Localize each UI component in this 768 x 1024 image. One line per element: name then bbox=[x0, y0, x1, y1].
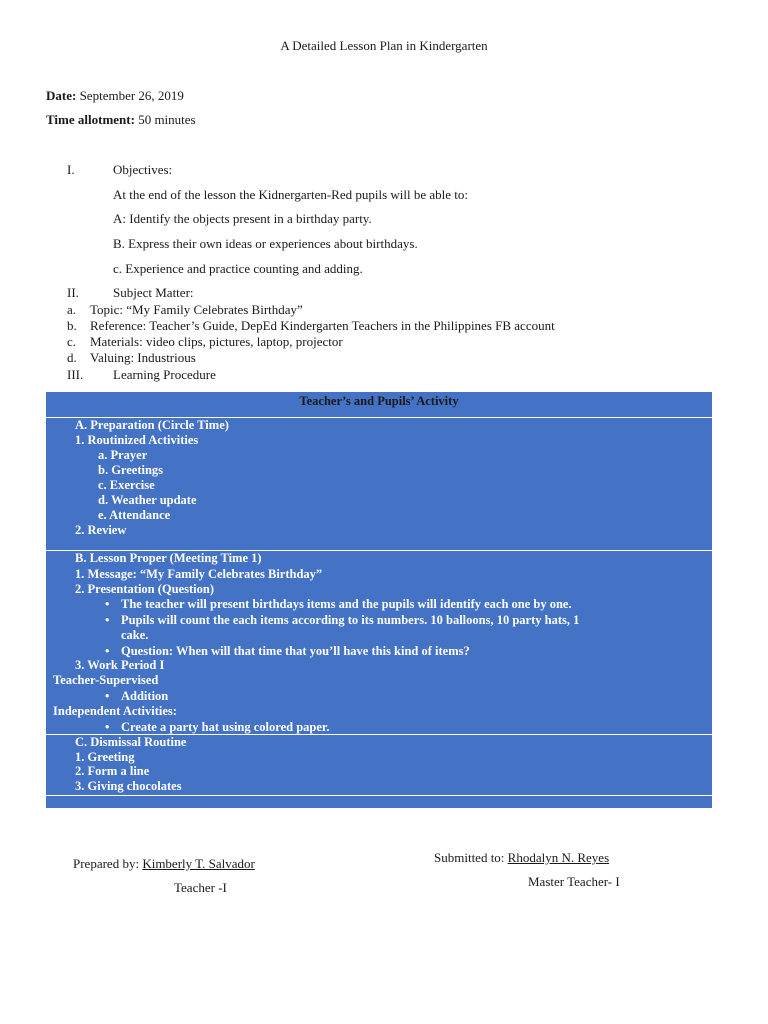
subject-item-text: Reference: Teacher’s Guide, DepEd Kindergarten Teachers in the Philippines FB account bbox=[90, 318, 555, 333]
bullet-icon: • bbox=[105, 644, 110, 658]
document-title: A Detailed Lesson Plan in Kindergarten bbox=[280, 38, 488, 53]
objectives-intro: At the end of the lesson the Kidnergarten-Red pupils will be able to: bbox=[113, 187, 469, 202]
section-a-item: 2. Review bbox=[75, 523, 127, 537]
section-c-title: C. Dismissal Routine bbox=[75, 735, 187, 749]
objectives-heading: Objectives: bbox=[113, 162, 173, 177]
independent-item: Create a party hat using colored paper. bbox=[121, 720, 330, 734]
presentation-bullet: Question: When will that time that you’ll have this kind of items? bbox=[121, 644, 470, 658]
submitted-to-name: Rhodalyn N. Reyes bbox=[507, 850, 610, 865]
section-c-item: 2. Form a line bbox=[75, 764, 150, 778]
date-label: Date: bbox=[46, 88, 77, 103]
presentation-bullet: Pupils will count the each items according to its numbers. 10 balloons, 10 party hats, 1 bbox=[121, 613, 580, 627]
subject-item-text: Materials: video clips, pictures, laptop, projector bbox=[90, 334, 343, 349]
table-header-text: Teacher’s and Pupils’ Activity bbox=[299, 394, 459, 408]
section-a-item: 1. Routinized Activities bbox=[75, 433, 199, 447]
time-label: Time allotment: bbox=[46, 112, 135, 127]
subject-item-letter: d. bbox=[67, 350, 77, 365]
subject-matter-number: II. bbox=[67, 285, 79, 300]
subject-item-text: Valuing: Industrious bbox=[90, 350, 196, 365]
presentation-bullet-continued: cake. bbox=[121, 628, 149, 642]
subject-item-letter: a. bbox=[67, 302, 77, 317]
teacher-supervised-label: Teacher-Supervised bbox=[53, 673, 159, 687]
section-b-item: 1. Message: “My Family Celebrates Birthday” bbox=[75, 567, 323, 581]
time-value: 50 minutes bbox=[138, 112, 196, 127]
subject-item-letter: c. bbox=[67, 334, 77, 349]
submitted-to-line bbox=[434, 850, 609, 866]
section-c-item: 1. Greeting bbox=[75, 750, 135, 764]
bullet-icon: • bbox=[105, 689, 110, 703]
section-a-sub: a. Prayer bbox=[98, 448, 148, 462]
date-line bbox=[46, 88, 184, 104]
prepared-by-role: Teacher -I bbox=[174, 880, 227, 895]
table-rule bbox=[46, 795, 712, 796]
section-a-sub: b. Greetings bbox=[98, 463, 164, 477]
section-c-item: 3. Giving chocolates bbox=[75, 779, 182, 793]
objectives-number: I. bbox=[67, 162, 75, 177]
subject-item-text: Topic: “My Family Celebrates Birthday” bbox=[90, 302, 303, 317]
submitted-to-label: Submitted to: bbox=[434, 850, 505, 865]
independent-activities-label: Independent Activities: bbox=[53, 704, 177, 718]
objective-item: A: Identify the objects present in a birthday party. bbox=[113, 211, 372, 226]
bullet-icon: • bbox=[105, 597, 110, 611]
activity-table bbox=[46, 392, 712, 808]
objective-item: c. Experience and practice counting and adding. bbox=[113, 261, 363, 276]
submitted-to-role: Master Teacher- I bbox=[528, 874, 620, 889]
section-b-title: B. Lesson Proper (Meeting Time 1) bbox=[75, 551, 262, 565]
procedure-heading: Learning Procedure bbox=[113, 367, 216, 382]
section-a-title: A. Preparation (Circle Time) bbox=[75, 418, 229, 432]
bullet-icon: • bbox=[105, 720, 110, 734]
section-b-item: 2. Presentation (Question) bbox=[75, 582, 214, 596]
prepared-by-line bbox=[73, 856, 255, 872]
bullet-icon: • bbox=[105, 613, 110, 627]
procedure-number: III. bbox=[67, 367, 84, 382]
time-allotment-line bbox=[46, 112, 196, 128]
subject-item-letter: b. bbox=[67, 318, 77, 333]
presentation-bullet: The teacher will present birthdays items and the pupils will identify each one by one. bbox=[121, 597, 572, 611]
objective-item: B. Express their own ideas or experiences about birthdays. bbox=[113, 236, 418, 251]
supervised-item: Addition bbox=[121, 689, 169, 703]
subject-matter-heading: Subject Matter: bbox=[113, 285, 194, 300]
section-a-sub: e. Attendance bbox=[98, 508, 171, 522]
table-header bbox=[46, 392, 712, 417]
prepared-by-name: Kimberly T. Salvador bbox=[142, 856, 255, 871]
section-a-sub: c. Exercise bbox=[98, 478, 155, 492]
prepared-by-label: Prepared by: bbox=[73, 856, 140, 871]
date-value: September 26, 2019 bbox=[79, 88, 184, 103]
section-b-item: 3. Work Period I bbox=[75, 658, 165, 672]
section-a-sub: d. Weather update bbox=[98, 493, 197, 507]
